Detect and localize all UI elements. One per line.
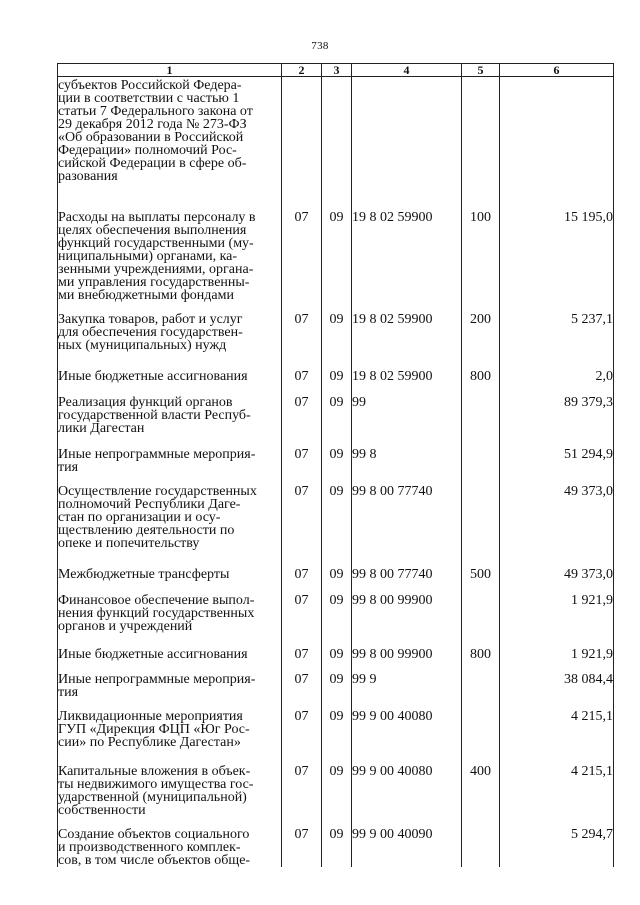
row-name: Расходы на выплаты персоналу в целях обеспечения выполнения функций государственными (му- ниципальными) органами, ка- зенными учреждениями, органа- ми управления государственны- ми внебюджетными фондами: [58, 200, 282, 302]
row-section: 07: [282, 583, 322, 637]
table-row: [58, 77, 614, 200]
row-target-code: [352, 77, 462, 200]
row-expense-type: [462, 817, 500, 867]
table-row: [58, 302, 614, 359]
row-section: 07: [282, 637, 322, 662]
column-header-5: 5: [462, 64, 500, 77]
row-amount: 51 294,9: [500, 437, 614, 474]
row-amount: 49 373,0: [500, 557, 614, 583]
row-expense-type: [462, 385, 500, 437]
column-header-4: 4: [352, 64, 462, 77]
row-section: 07: [282, 662, 322, 699]
row-target-code: 99 8: [352, 437, 462, 474]
row-section: 07: [282, 557, 322, 583]
row-expense-type: [462, 437, 500, 474]
row-expense-type: [462, 583, 500, 637]
row-target-code: 99 8 00 99900: [352, 583, 462, 637]
row-subsection: 09: [322, 200, 352, 302]
row-expense-type: [462, 474, 500, 557]
header-row: [58, 64, 614, 77]
table-row: [58, 583, 614, 637]
row-target-code: 99 9 00 40080: [352, 699, 462, 754]
row-name: Финансовое обеспечение выпол- нения функций государственных органов и учреждений: [58, 583, 282, 637]
row-target-code: 99 9: [352, 662, 462, 699]
row-subsection: 09: [322, 754, 352, 817]
table-row: [58, 200, 614, 302]
table-row: [58, 474, 614, 557]
row-section: 07: [282, 302, 322, 359]
row-target-code: 99 9 00 40080: [352, 754, 462, 817]
page-number: 738: [311, 40, 329, 52]
row-name: Межбюджетные трансферты: [58, 557, 282, 583]
row-name: Иные непрограммные мероприя- тия: [58, 662, 282, 699]
row-section: [282, 77, 322, 200]
row-name: Создание объектов социального и производственного комплек- сов, в том числе объектов обще-: [58, 817, 282, 867]
row-amount: 49 373,0: [500, 474, 614, 557]
row-amount: 4 215,1: [500, 754, 614, 817]
row-target-code: 99 8 00 99900: [352, 637, 462, 662]
row-amount: 1 921,9: [500, 583, 614, 637]
row-subsection: 09: [322, 557, 352, 583]
row-subsection: 09: [322, 474, 352, 557]
budget-table: [57, 63, 614, 867]
row-subsection: 09: [322, 359, 352, 385]
row-target-code: 99 8 00 77740: [352, 557, 462, 583]
row-name: Иные бюджетные ассигнования: [58, 359, 282, 385]
row-name: Закупка товаров, работ и услуг для обеспечения государствен- ных (муниципальных) нужд: [58, 302, 282, 359]
row-target-code: 19 8 02 59900: [352, 302, 462, 359]
row-section: 07: [282, 385, 322, 437]
row-expense-type: [462, 699, 500, 754]
row-amount: 5 237,1: [500, 302, 614, 359]
row-amount: 38 084,4: [500, 662, 614, 699]
table-row: [58, 637, 614, 662]
row-amount: 4 215,1: [500, 699, 614, 754]
row-amount: 89 379,3: [500, 385, 614, 437]
table-row: [58, 557, 614, 583]
row-name: Иные непрограммные мероприя- тия: [58, 437, 282, 474]
row-expense-type: 200: [462, 302, 500, 359]
row-subsection: 09: [322, 637, 352, 662]
row-section: 07: [282, 437, 322, 474]
table-row: [58, 817, 614, 867]
row-expense-type: [462, 662, 500, 699]
row-expense-type: [462, 77, 500, 200]
row-amount: [500, 77, 614, 200]
row-target-code: 19 8 02 59900: [352, 359, 462, 385]
row-subsection: 09: [322, 302, 352, 359]
row-subsection: [322, 77, 352, 200]
row-target-code: 99 9 00 40090: [352, 817, 462, 867]
table-row: [58, 359, 614, 385]
table-row: [58, 437, 614, 474]
row-subsection: 09: [322, 385, 352, 437]
row-subsection: 09: [322, 583, 352, 637]
row-section: 07: [282, 474, 322, 557]
row-amount: 15 195,0: [500, 200, 614, 302]
row-amount: 5 294,7: [500, 817, 614, 867]
row-name: субъектов Российской Федера- ции в соответствии с частью 1 статьи 7 Федерального закона от 29 декабря 2012 года № 273-ФЗ «Об образовании в Российской Федерации» полномочий Рос- сийской Федерации в сфере об- разования: [58, 77, 282, 200]
row-name: Ликвидационные мероприятия ГУП «Дирекция ФЦП «Юг Рос- сии» по Республике Дагестан»: [58, 699, 282, 754]
table-row: [58, 699, 614, 754]
table-row: [58, 754, 614, 817]
column-header-2: 2: [282, 64, 322, 77]
row-section: 07: [282, 754, 322, 817]
row-target-code: 99 8 00 77740: [352, 474, 462, 557]
column-header-1: 1: [58, 64, 282, 77]
row-subsection: 09: [322, 437, 352, 474]
row-name: Осуществление государственных полномочий Республики Даге- стан по организации и осу- ществлению деятельности по опеке и попечительству: [58, 474, 282, 557]
table-row: [58, 385, 614, 437]
column-header-6: 6: [500, 64, 614, 77]
row-section: 07: [282, 699, 322, 754]
row-amount: 1 921,9: [500, 637, 614, 662]
row-name: Реализация функций органов государственной власти Респуб- лики Дагестан: [58, 385, 282, 437]
row-amount: 2,0: [500, 359, 614, 385]
row-section: 07: [282, 817, 322, 867]
row-subsection: 09: [322, 817, 352, 867]
row-subsection: 09: [322, 662, 352, 699]
row-target-code: 19 8 02 59900: [352, 200, 462, 302]
row-section: 07: [282, 200, 322, 302]
row-expense-type: 800: [462, 637, 500, 662]
table-row: [58, 662, 614, 699]
row-name: Иные бюджетные ассигнования: [58, 637, 282, 662]
row-expense-type: 100: [462, 200, 500, 302]
row-expense-type: 400: [462, 754, 500, 817]
row-section: 07: [282, 359, 322, 385]
row-expense-type: 800: [462, 359, 500, 385]
row-name: Капитальные вложения в объек- ты недвижимого имущества гос- ударственной (муниципальной) собственности: [58, 754, 282, 817]
row-target-code: 99: [352, 385, 462, 437]
row-expense-type: 500: [462, 557, 500, 583]
row-subsection: 09: [322, 699, 352, 754]
column-header-3: 3: [322, 64, 352, 77]
